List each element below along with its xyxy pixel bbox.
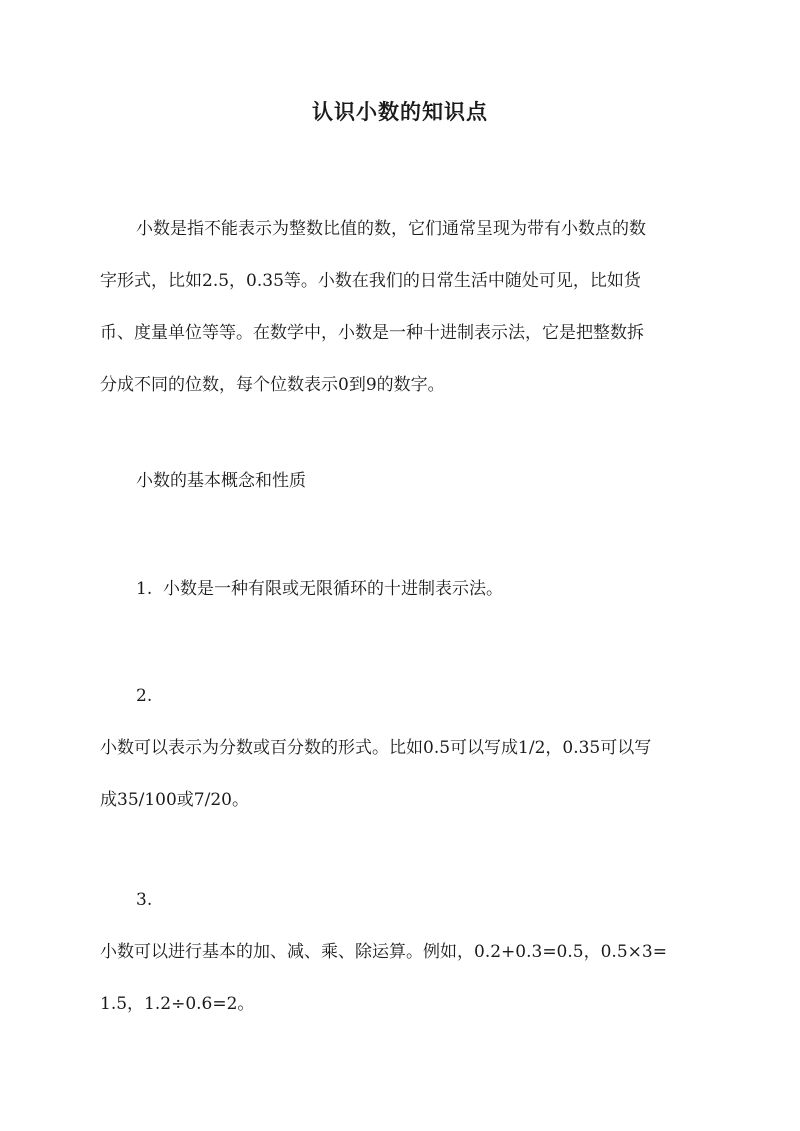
list-item-text xyxy=(100,563,700,615)
intro-paragraph xyxy=(100,203,700,411)
list-item-3 xyxy=(100,874,700,1030)
intro-line: 币、度量单位等等。在数学中，小数是一种十进制表示法，它是把整数拆 xyxy=(100,323,644,343)
section-heading: 小数的基本概念和性质 xyxy=(136,471,306,491)
list-item-1 xyxy=(100,563,700,615)
section-heading-block xyxy=(100,455,700,507)
intro-line: 小数是指不能表示为整数比值的数，它们通常呈现为带有小数点的数 xyxy=(136,219,646,239)
list-item-2 xyxy=(100,670,700,826)
list-item-number: 3. xyxy=(136,890,153,910)
page-title: 认识小数的知识点 xyxy=(312,99,488,124)
list-item-body: 小数是一种有限或无限循环的十进制表示法。 xyxy=(163,579,504,599)
list-item-body: 1.5，1.2÷0.6=2。 xyxy=(100,994,255,1014)
list-item-number: 2. xyxy=(136,686,153,706)
list-item-number: 1. xyxy=(136,579,153,599)
list-item-body: 成35/100或7/20。 xyxy=(100,790,249,810)
intro-line: 分成不同的位数，每个位数表示0到9的数字。 xyxy=(100,375,445,395)
list-item-body: 小数可以进行基本的加、减、乘、除运算。例如，0.2+0.3=0.5，0.5×3= xyxy=(100,942,667,962)
list-item-body: 小数可以表示为分数或百分数的形式。比如0.5可以写成1/2，0.35可以写 xyxy=(100,738,652,758)
intro-line: 字形式，比如2.5，0.35等。小数在我们的日常生活中随处可见，比如货 xyxy=(100,271,641,291)
